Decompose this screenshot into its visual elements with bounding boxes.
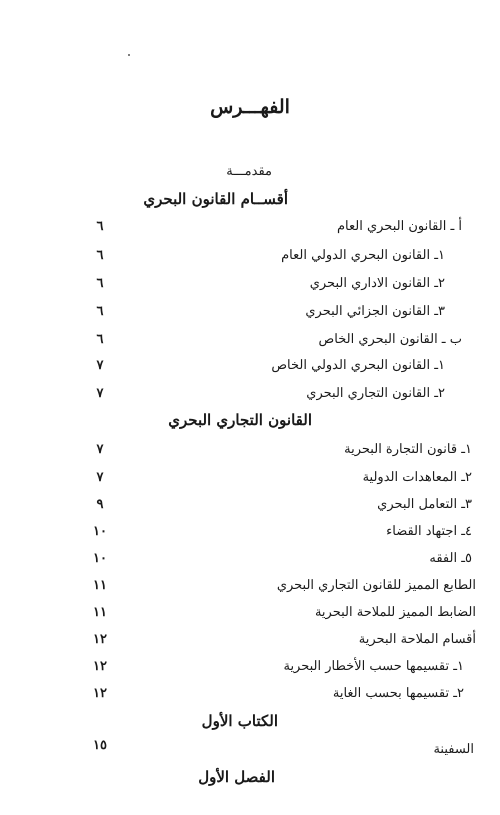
toc-page-number: ١٠: [93, 551, 107, 566]
toc-entry: ٢ـ القانون التجاري البحري: [306, 386, 445, 401]
toc-page-number: ٦: [96, 304, 104, 319]
toc-page-number: ١١: [93, 578, 107, 593]
toc-book-heading: الكتاب الأول: [201, 712, 278, 730]
toc-entry: السفينة: [433, 742, 474, 757]
toc-page-number: ٦: [96, 219, 104, 234]
toc-entry: ١ـ قانون التجارة البحرية: [344, 442, 472, 457]
toc-entry: أ ـ القانون البحري العام: [336, 219, 462, 234]
toc-entry: أقسام الملاحة البحرية: [358, 632, 476, 647]
toc-page-number: ٧: [96, 470, 104, 485]
toc-page-number: ١٢: [93, 686, 107, 701]
toc-page-number: ٧: [96, 442, 104, 457]
scan-speck: [128, 54, 130, 56]
toc-entry: الطابع المميز للقانون التجاري البحري: [276, 578, 476, 593]
toc-page-number: ١١: [93, 605, 107, 620]
toc-chapter-heading: الفصل الأول: [198, 768, 275, 786]
toc-page-number: ٩: [96, 497, 104, 512]
toc-section-heading: أقســام القانون البحري: [143, 190, 288, 208]
toc-entry: ٥ـ الفقه: [429, 551, 472, 566]
toc-entry: ١ـ القانون البحري الدولي الخاص: [271, 358, 445, 373]
toc-page-number: ١٢: [93, 659, 107, 674]
toc-page-number: ١٢: [93, 632, 107, 647]
toc-page-number: ٦: [96, 276, 104, 291]
toc-page-number: ٧: [96, 358, 104, 373]
toc-entry: الضابط المميز للملاحة البحرية: [314, 605, 476, 620]
toc-entry: ٢ـ القانون الاداري البحري: [309, 276, 445, 291]
toc-entry: ٣ـ التعامل البحري: [377, 497, 472, 512]
toc-entry: ٤ـ اجتهاد القضاء: [386, 524, 472, 539]
toc-entry-intro: مقدمـــة: [226, 164, 272, 179]
toc-page-number: ٧: [96, 386, 104, 401]
toc-page-number: ٦: [96, 332, 104, 347]
toc-entry: ٣ـ القانون الجزائي البحري: [305, 304, 445, 319]
toc-page-number: ١٠: [93, 524, 107, 539]
toc-entry: ١ـ القانون البحري الدولي العام: [281, 248, 445, 263]
toc-page-number: ١٥: [93, 738, 107, 753]
toc-entry: ١ـ تقسيمها حسب الأخطار البحرية: [283, 659, 464, 674]
toc-entry: ٢ـ المعاهدات الدولية: [362, 470, 472, 485]
toc-entry: ٢ـ تقسيمها بحسب الغاية: [332, 686, 464, 701]
toc-entry: ب ـ القانون البحري الخاص: [318, 332, 462, 347]
toc-section-heading: القانون التجاري البحري: [168, 411, 312, 429]
toc-page-number: ٦: [96, 248, 104, 263]
page-title: الفهـــرس: [210, 96, 290, 118]
